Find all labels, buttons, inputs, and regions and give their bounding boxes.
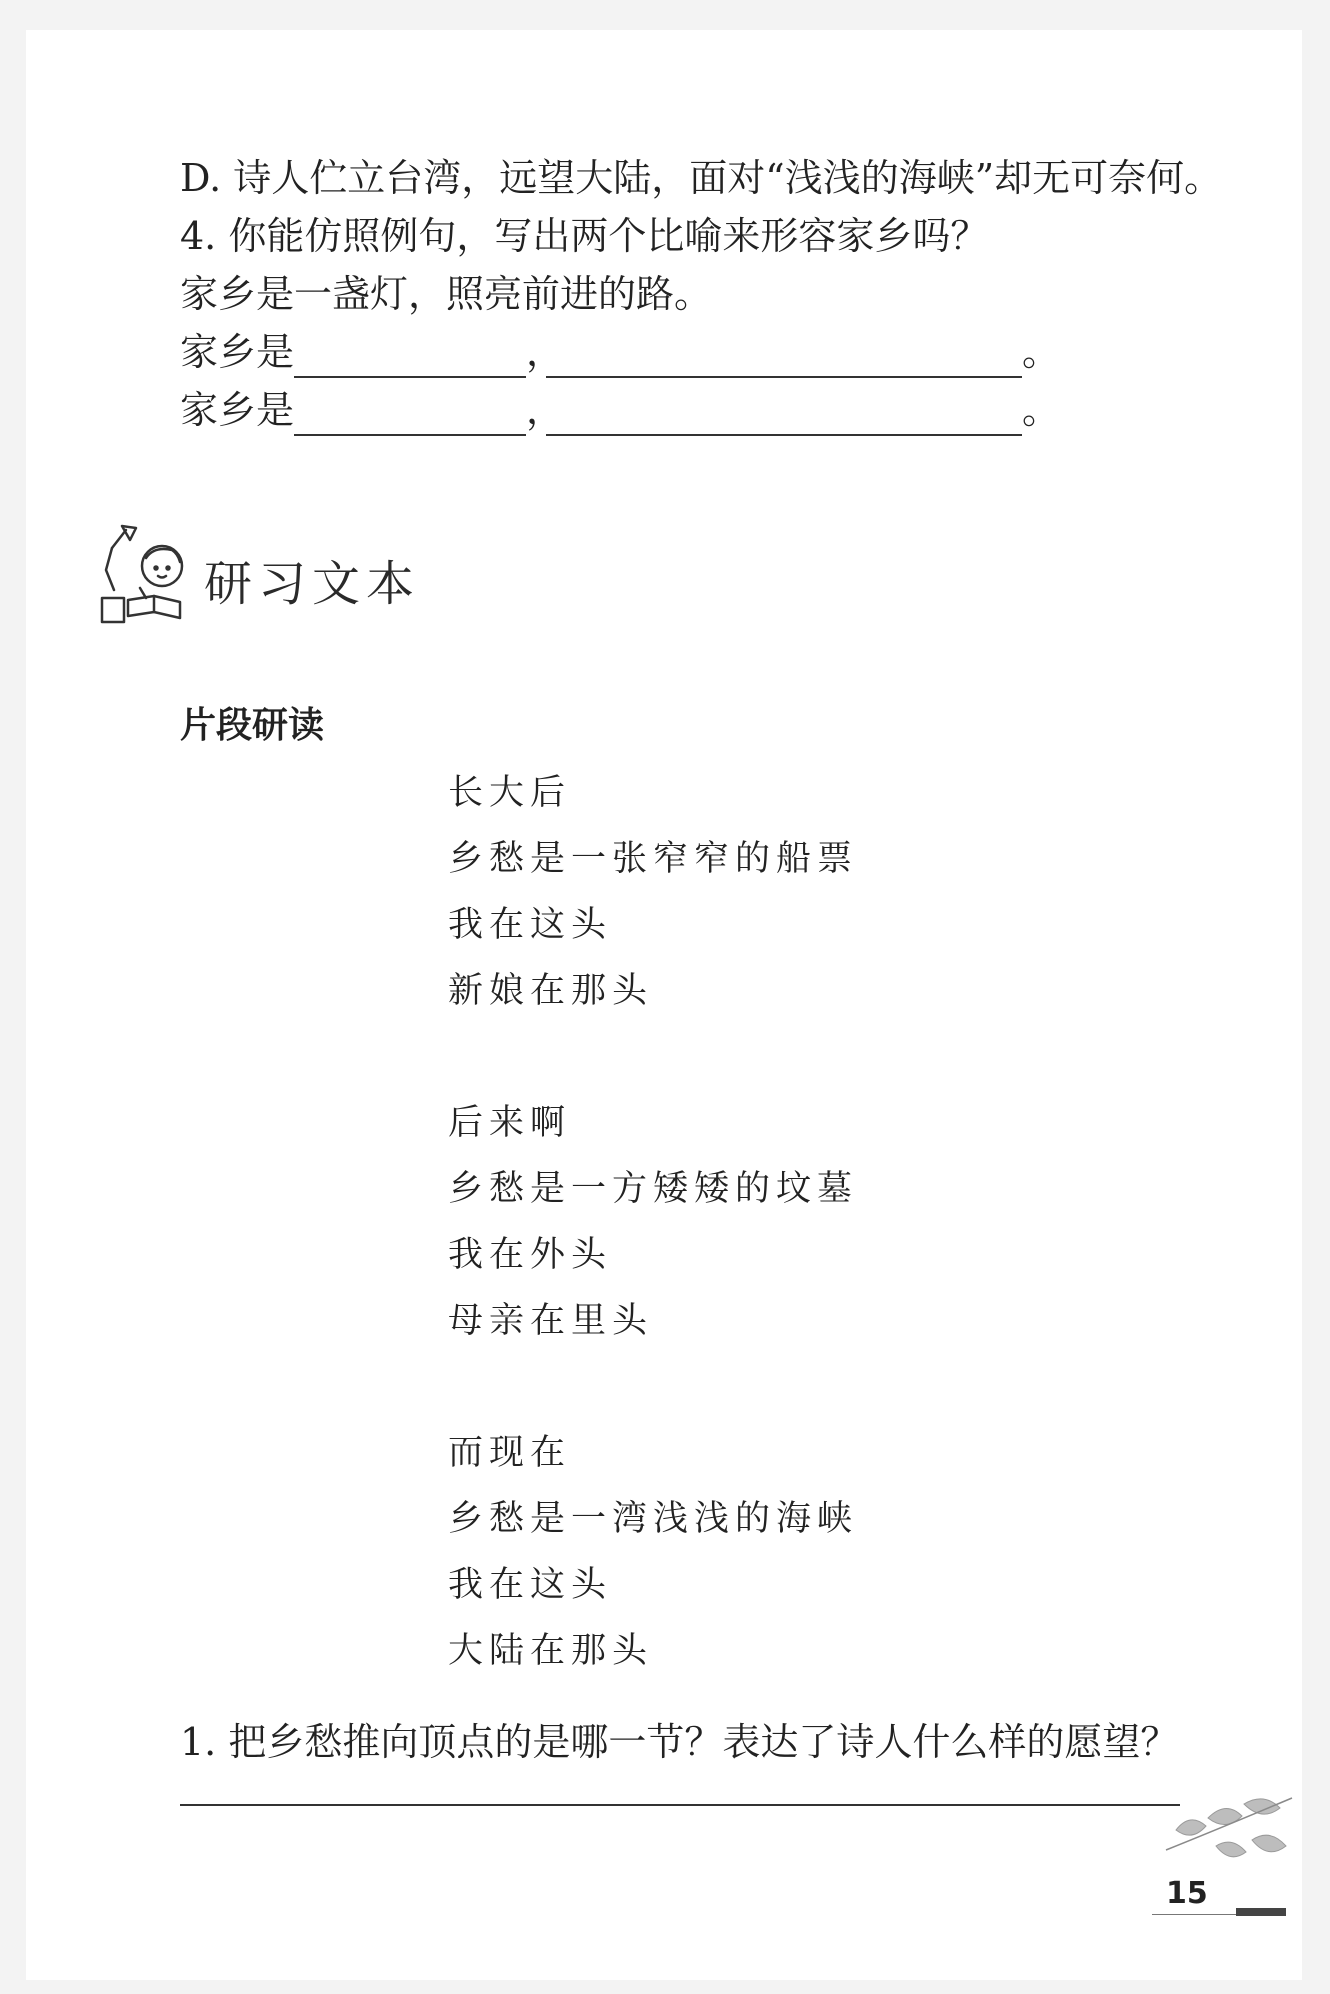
poem-line: 我在这头 <box>448 905 613 945</box>
poem-line: 新娘在那头 <box>448 971 654 1011</box>
answer-line[interactable] <box>180 1804 1180 1806</box>
example-sentence: 家乡是一盏灯，照亮前进的路。 <box>180 272 713 316</box>
stanza-gap <box>448 1354 858 1420</box>
workbook-page <box>26 30 1302 1980</box>
poem-line: 母亲在里头 <box>448 1301 654 1341</box>
poem-line: 乡愁是一张窄窄的船票 <box>448 839 859 879</box>
fill-prefix: 家乡是 <box>180 388 295 432</box>
poem-line: 大陆在那头 <box>448 1631 654 1671</box>
page-number: 15 <box>1166 1876 1208 1911</box>
blank-input-1a[interactable] <box>294 332 526 378</box>
question-1: 1. 把乡愁推向顶点的是哪一节？表达了诗人什么样的愿望？ <box>180 1720 1179 1764</box>
poem-excerpt <box>448 760 858 1684</box>
blank-input-2a[interactable] <box>294 390 526 436</box>
leaves-decoration-icon <box>1156 1790 1296 1890</box>
section-title: 研习文本 <box>204 556 421 612</box>
poem-line: 后来啊 <box>448 1103 572 1143</box>
poem-line: 长大后 <box>448 773 572 813</box>
poem-line: 我在外头 <box>448 1235 613 1275</box>
stanza-gap <box>448 1024 858 1090</box>
fill-comma: ， <box>526 330 565 374</box>
option-d: D. 诗人伫立台湾，远望大陆，面对“浅浅的海峡”却无可奈何。 <box>180 156 1223 200</box>
poem-line: 乡愁是一湾浅浅的海峡 <box>448 1499 859 1539</box>
blank-input-2b[interactable] <box>546 390 1022 436</box>
fill-line-1 <box>180 326 1060 378</box>
poem-line: 而现在 <box>448 1433 572 1473</box>
fill-end: 。 <box>1022 330 1061 374</box>
fill-end: 。 <box>1022 388 1061 432</box>
poem-line: 乡愁是一方矮矮的坟墓 <box>448 1169 859 1209</box>
fill-comma: ， <box>526 388 565 432</box>
question-4: 4. 你能仿照例句，写出两个比喻来形容家乡吗？ <box>180 214 989 258</box>
blank-input-1b[interactable] <box>546 332 1022 378</box>
page-number-bar <box>1236 1908 1286 1916</box>
child-reading-lamp-icon <box>92 518 212 628</box>
subsection-title: 片段研读 <box>180 705 325 746</box>
fill-prefix: 家乡是 <box>180 330 295 374</box>
fill-line-2 <box>180 384 1060 436</box>
poem-line: 我在这头 <box>448 1565 613 1605</box>
